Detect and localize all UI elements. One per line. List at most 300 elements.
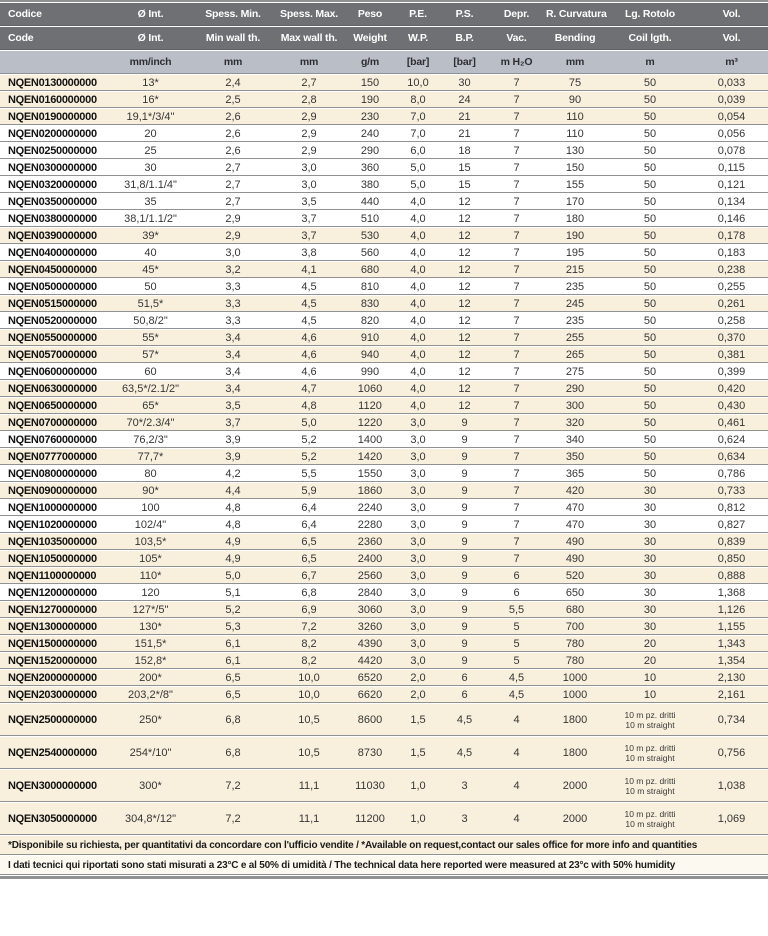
bending-cell: 265 xyxy=(545,347,605,363)
pe-cell: 4,0 xyxy=(395,398,441,414)
smax-cell: 2,9 xyxy=(273,109,345,125)
weight-cell: 230 xyxy=(345,109,395,125)
smin-cell: 4,9 xyxy=(193,534,273,550)
smax-cell: 6,7 xyxy=(273,568,345,584)
weight-cell: 680 xyxy=(345,262,395,278)
vol-cell: 0,261 xyxy=(695,296,768,312)
product-code-cell: NQEN0570000000 xyxy=(0,347,108,363)
table-row xyxy=(0,466,768,482)
dint-cell: 50 xyxy=(108,279,193,295)
table-row xyxy=(0,296,768,312)
ps-cell: 9 xyxy=(441,415,488,431)
coil-length-note-line: 10 m straight xyxy=(625,818,675,829)
col-header-code: Code xyxy=(0,27,108,50)
dint-cell: 63,5*/2.1/2" xyxy=(108,381,193,397)
vol-cell: 0,381 xyxy=(695,347,768,363)
pe-cell: 3,0 xyxy=(395,500,441,516)
product-code-cell: NQEN1050000000 xyxy=(0,551,108,567)
dint-cell: 304,8*/12" xyxy=(108,803,193,835)
col-header-vol-it: Vol. xyxy=(695,3,768,26)
smax-cell: 7,2 xyxy=(273,619,345,635)
weight-cell: 190 xyxy=(345,92,395,108)
weight-cell: 830 xyxy=(345,296,395,312)
bending-cell: 215 xyxy=(545,262,605,278)
ps-cell: 6 xyxy=(441,687,488,703)
bending-cell: 470 xyxy=(545,517,605,533)
product-code-cell: NQEN0700000000 xyxy=(0,415,108,431)
smin-cell: 6,8 xyxy=(193,704,273,736)
ps-cell: 9 xyxy=(441,432,488,448)
col-header-ps: P.S. xyxy=(441,3,488,26)
ps-cell: 21 xyxy=(441,126,488,142)
weight-cell: 4390 xyxy=(345,636,395,652)
ps-cell: 24 xyxy=(441,92,488,108)
pe-cell: 3,0 xyxy=(395,585,441,601)
table-row xyxy=(0,803,768,835)
smin-cell: 4,8 xyxy=(193,517,273,533)
vol-cell: 1,368 xyxy=(695,585,768,601)
dint-cell: 25 xyxy=(108,143,193,159)
bending-cell: 235 xyxy=(545,313,605,329)
weight-cell: 510 xyxy=(345,211,395,227)
dint-cell: 51,5* xyxy=(108,296,193,312)
dint-cell: 35 xyxy=(108,194,193,210)
smax-cell: 3,7 xyxy=(273,211,345,227)
dint-cell: 70*/2.3/4" xyxy=(108,415,193,431)
dint-cell: 20 xyxy=(108,126,193,142)
coil-cell: 50 xyxy=(605,160,695,176)
table-row xyxy=(0,737,768,769)
dint-cell: 77,7* xyxy=(108,449,193,465)
weight-cell: 1060 xyxy=(345,381,395,397)
product-code-cell: NQEN2500000000 xyxy=(0,704,108,736)
product-code-cell: NQEN1035000000 xyxy=(0,534,108,550)
dint-cell: 80 xyxy=(108,466,193,482)
pe-cell: 1,5 xyxy=(395,737,441,769)
depr-cell: 7 xyxy=(488,398,545,414)
unit-vol: m³ xyxy=(695,51,768,74)
product-code-cell: NQEN0190000000 xyxy=(0,109,108,125)
table-row xyxy=(0,602,768,618)
ps-cell: 9 xyxy=(441,653,488,669)
depr-cell: 7 xyxy=(488,143,545,159)
bending-cell: 300 xyxy=(545,398,605,414)
weight-cell: 11030 xyxy=(345,770,395,802)
smax-cell: 6,9 xyxy=(273,602,345,618)
col-header-pe: P.E. xyxy=(395,3,441,26)
dint-cell: 38,1/1.1/2" xyxy=(108,211,193,227)
vol-cell: 0,756 xyxy=(695,737,768,769)
col-header-coil: Coil lgth. xyxy=(605,27,695,50)
depr-cell: 7 xyxy=(488,313,545,329)
table-row xyxy=(0,585,768,601)
smax-cell: 6,5 xyxy=(273,551,345,567)
smax-cell: 4,5 xyxy=(273,279,345,295)
ps-cell: 9 xyxy=(441,517,488,533)
smax-cell: 6,5 xyxy=(273,534,345,550)
unit-spess-max: mm xyxy=(273,51,345,74)
pe-cell: 3,0 xyxy=(395,483,441,499)
dint-cell: 31,8/1.1/4" xyxy=(108,177,193,193)
pe-cell: 8,0 xyxy=(395,92,441,108)
dint-cell: 250* xyxy=(108,704,193,736)
depr-cell: 6 xyxy=(488,585,545,601)
ps-cell: 15 xyxy=(441,160,488,176)
ps-cell: 9 xyxy=(441,619,488,635)
coil-cell xyxy=(605,737,695,769)
smax-cell: 8,2 xyxy=(273,653,345,669)
dint-cell: 40 xyxy=(108,245,193,261)
ps-cell: 12 xyxy=(441,262,488,278)
smax-cell: 5,9 xyxy=(273,483,345,499)
bending-cell: 470 xyxy=(545,500,605,516)
ps-cell: 12 xyxy=(441,296,488,312)
table-footer xyxy=(0,836,768,875)
bending-cell: 110 xyxy=(545,126,605,142)
depr-cell: 7 xyxy=(488,381,545,397)
table-row xyxy=(0,75,768,91)
smin-cell: 3,4 xyxy=(193,381,273,397)
table-row xyxy=(0,670,768,686)
bending-cell: 420 xyxy=(545,483,605,499)
unit-codice xyxy=(0,51,108,74)
unit-pe: [bar] xyxy=(395,51,441,74)
ps-cell: 12 xyxy=(441,194,488,210)
weight-cell: 2560 xyxy=(345,568,395,584)
weight-cell: 1400 xyxy=(345,432,395,448)
coil-cell xyxy=(605,770,695,802)
bending-cell: 170 xyxy=(545,194,605,210)
weight-cell: 990 xyxy=(345,364,395,380)
table-row xyxy=(0,770,768,802)
bending-cell: 155 xyxy=(545,177,605,193)
pe-cell: 4,0 xyxy=(395,245,441,261)
depr-cell: 5 xyxy=(488,619,545,635)
ps-cell: 6 xyxy=(441,670,488,686)
weight-cell: 1120 xyxy=(345,398,395,414)
pe-cell: 10,0 xyxy=(395,75,441,91)
depr-cell: 4 xyxy=(488,704,545,736)
table-row xyxy=(0,568,768,584)
coil-length-note-line: 10 m pz. dritti xyxy=(624,742,676,753)
col-header-diametro: Ø Int. xyxy=(108,3,193,26)
unit-rotolo: m xyxy=(605,51,695,74)
pe-cell: 4,0 xyxy=(395,381,441,397)
smax-cell: 8,2 xyxy=(273,636,345,652)
ps-cell: 12 xyxy=(441,398,488,414)
col-header-codice: Codice xyxy=(0,3,108,26)
vol-cell: 0,786 xyxy=(695,466,768,482)
ps-cell: 21 xyxy=(441,109,488,125)
smax-cell: 5,2 xyxy=(273,449,345,465)
dint-cell: 130* xyxy=(108,619,193,635)
smax-cell: 5,5 xyxy=(273,466,345,482)
vol-cell: 0,733 xyxy=(695,483,768,499)
weight-cell: 290 xyxy=(345,143,395,159)
product-code-cell: NQEN1520000000 xyxy=(0,653,108,669)
smax-cell: 4,6 xyxy=(273,347,345,363)
unit-diametro: mm/inch xyxy=(108,51,193,74)
pe-cell: 1,0 xyxy=(395,770,441,802)
ps-cell: 18 xyxy=(441,143,488,159)
coil-cell: 30 xyxy=(605,517,695,533)
coil-cell: 50 xyxy=(605,347,695,363)
depr-cell: 7 xyxy=(488,347,545,363)
table-row xyxy=(0,347,768,363)
bending-cell: 255 xyxy=(545,330,605,346)
bending-cell: 130 xyxy=(545,143,605,159)
ps-cell: 9 xyxy=(441,551,488,567)
smax-cell: 11,1 xyxy=(273,803,345,835)
bending-cell: 680 xyxy=(545,602,605,618)
pe-cell: 4,0 xyxy=(395,364,441,380)
depr-cell: 7 xyxy=(488,415,545,431)
coil-cell: 50 xyxy=(605,228,695,244)
pe-cell: 4,0 xyxy=(395,228,441,244)
coil-cell: 50 xyxy=(605,466,695,482)
smax-cell: 4,7 xyxy=(273,381,345,397)
product-code-cell: NQEN0160000000 xyxy=(0,92,108,108)
vol-cell: 0,370 xyxy=(695,330,768,346)
weight-cell: 11200 xyxy=(345,803,395,835)
smin-cell: 2,6 xyxy=(193,126,273,142)
dint-cell: 100 xyxy=(108,500,193,516)
footnote-availability xyxy=(0,836,768,855)
product-code-cell: NQEN0777000000 xyxy=(0,449,108,465)
table-row xyxy=(0,228,768,244)
bending-cell: 235 xyxy=(545,279,605,295)
smin-cell: 5,1 xyxy=(193,585,273,601)
vol-cell: 0,812 xyxy=(695,500,768,516)
depr-cell: 7 xyxy=(488,449,545,465)
depr-cell: 7 xyxy=(488,296,545,312)
unit-peso: g/m xyxy=(345,51,395,74)
product-code-cell: NQEN2030000000 xyxy=(0,687,108,703)
vol-cell: 2,161 xyxy=(695,687,768,703)
smin-cell: 2,7 xyxy=(193,177,273,193)
coil-cell: 50 xyxy=(605,211,695,227)
bending-cell: 490 xyxy=(545,534,605,550)
vol-cell: 0,850 xyxy=(695,551,768,567)
coil-cell: 50 xyxy=(605,313,695,329)
ps-cell: 4,5 xyxy=(441,737,488,769)
pe-cell: 4,0 xyxy=(395,313,441,329)
pe-cell: 1,0 xyxy=(395,803,441,835)
header-row-it xyxy=(0,3,768,26)
bending-cell: 110 xyxy=(545,109,605,125)
col-header-vol-en: Vol. xyxy=(695,27,768,50)
depr-cell: 4,5 xyxy=(488,687,545,703)
smin-cell: 3,3 xyxy=(193,313,273,329)
table-row xyxy=(0,636,768,652)
weight-cell: 3060 xyxy=(345,602,395,618)
bending-cell: 245 xyxy=(545,296,605,312)
bending-cell: 150 xyxy=(545,160,605,176)
smax-cell: 4,1 xyxy=(273,262,345,278)
vol-cell: 0,827 xyxy=(695,517,768,533)
col-header-diameter: Ø Int. xyxy=(108,27,193,50)
product-code-cell: NQEN1270000000 xyxy=(0,602,108,618)
coil-cell: 10 xyxy=(605,687,695,703)
coil-cell: 50 xyxy=(605,449,695,465)
smax-cell: 4,5 xyxy=(273,296,345,312)
coil-cell: 50 xyxy=(605,92,695,108)
coil-cell: 50 xyxy=(605,330,695,346)
table-row xyxy=(0,483,768,499)
ps-cell: 9 xyxy=(441,602,488,618)
ps-cell: 9 xyxy=(441,483,488,499)
coil-cell: 50 xyxy=(605,381,695,397)
vol-cell: 1,069 xyxy=(695,803,768,835)
pe-cell: 3,0 xyxy=(395,517,441,533)
dint-cell: 90* xyxy=(108,483,193,499)
table-row xyxy=(0,109,768,125)
pe-cell: 4,0 xyxy=(395,211,441,227)
product-code-cell: NQEN0760000000 xyxy=(0,432,108,448)
weight-cell: 2280 xyxy=(345,517,395,533)
vol-cell: 0,258 xyxy=(695,313,768,329)
coil-length-note-line: 10 m pz. dritti xyxy=(624,709,676,720)
smin-cell: 2,7 xyxy=(193,194,273,210)
weight-cell: 240 xyxy=(345,126,395,142)
depr-cell: 7 xyxy=(488,92,545,108)
weight-cell: 150 xyxy=(345,75,395,91)
smin-cell: 6,1 xyxy=(193,653,273,669)
vol-cell: 0,178 xyxy=(695,228,768,244)
weight-cell: 1420 xyxy=(345,449,395,465)
dint-cell: 76,2/3" xyxy=(108,432,193,448)
bending-cell: 650 xyxy=(545,585,605,601)
ps-cell: 12 xyxy=(441,211,488,227)
bending-cell: 2000 xyxy=(545,803,605,835)
pe-cell: 3,0 xyxy=(395,619,441,635)
unit-curvatura: mm xyxy=(545,51,605,74)
product-code-cell: NQEN0650000000 xyxy=(0,398,108,414)
col-header-min-wall: Min wall th. xyxy=(193,27,273,50)
table-row xyxy=(0,415,768,431)
coil-length-note-line: 10 m straight xyxy=(625,719,675,730)
coil-cell: 50 xyxy=(605,126,695,142)
ps-cell: 9 xyxy=(441,585,488,601)
coil-cell: 50 xyxy=(605,245,695,261)
coil-length-note-line: 10 m pz. dritti xyxy=(624,775,676,786)
weight-cell: 560 xyxy=(345,245,395,261)
vol-cell: 1,354 xyxy=(695,653,768,669)
smax-cell: 3,8 xyxy=(273,245,345,261)
depr-cell: 4 xyxy=(488,770,545,802)
product-code-cell: NQEN2000000000 xyxy=(0,670,108,686)
ps-cell: 4,5 xyxy=(441,704,488,736)
bending-cell: 320 xyxy=(545,415,605,431)
pe-cell: 4,0 xyxy=(395,330,441,346)
bending-cell: 75 xyxy=(545,75,605,91)
product-code-cell: NQEN0600000000 xyxy=(0,364,108,380)
pe-cell: 3,0 xyxy=(395,466,441,482)
table-row xyxy=(0,194,768,210)
ps-cell: 9 xyxy=(441,636,488,652)
table-body xyxy=(0,75,768,835)
ps-cell: 12 xyxy=(441,245,488,261)
coil-cell: 50 xyxy=(605,109,695,125)
coil-cell: 50 xyxy=(605,143,695,159)
product-code-cell: NQEN0900000000 xyxy=(0,483,108,499)
depr-cell: 7 xyxy=(488,500,545,516)
smax-cell: 11,1 xyxy=(273,770,345,802)
weight-cell: 1220 xyxy=(345,415,395,431)
dint-cell: 65* xyxy=(108,398,193,414)
smax-cell: 4,8 xyxy=(273,398,345,414)
weight-cell: 2360 xyxy=(345,534,395,550)
smin-cell: 4,2 xyxy=(193,466,273,482)
dint-cell: 60 xyxy=(108,364,193,380)
smax-cell: 2,8 xyxy=(273,92,345,108)
smin-cell: 3,4 xyxy=(193,347,273,363)
bending-cell: 490 xyxy=(545,551,605,567)
product-code-cell: NQEN0400000000 xyxy=(0,245,108,261)
ps-cell: 12 xyxy=(441,313,488,329)
dint-cell: 110* xyxy=(108,568,193,584)
weight-cell: 820 xyxy=(345,313,395,329)
unit-spess-min: mm xyxy=(193,51,273,74)
weight-cell: 1860 xyxy=(345,483,395,499)
depr-cell: 7 xyxy=(488,279,545,295)
table-row xyxy=(0,517,768,533)
depr-cell: 4,5 xyxy=(488,670,545,686)
coil-cell xyxy=(605,803,695,835)
coil-length-note-line: 10 m straight xyxy=(625,752,675,763)
weight-cell: 3260 xyxy=(345,619,395,635)
depr-cell: 7 xyxy=(488,364,545,380)
weight-cell: 910 xyxy=(345,330,395,346)
pe-cell: 5,0 xyxy=(395,160,441,176)
ps-cell: 12 xyxy=(441,381,488,397)
footnote-availability-text: *Disponibile su richiesta, per quantitativi da concordare con l'ufficio vendite / *Available on request,contact our sales office for more info and quantities xyxy=(0,836,768,855)
vol-cell: 0,461 xyxy=(695,415,768,431)
dint-cell: 30 xyxy=(108,160,193,176)
depr-cell: 7 xyxy=(488,160,545,176)
vol-cell: 0,078 xyxy=(695,143,768,159)
product-code-cell: NQEN0515000000 xyxy=(0,296,108,312)
pe-cell: 7,0 xyxy=(395,126,441,142)
dint-cell: 55* xyxy=(108,330,193,346)
table-row xyxy=(0,687,768,703)
coil-cell: 30 xyxy=(605,585,695,601)
bending-cell: 90 xyxy=(545,92,605,108)
product-code-cell: NQEN0550000000 xyxy=(0,330,108,346)
smin-cell: 3,5 xyxy=(193,398,273,414)
depr-cell: 7 xyxy=(488,194,545,210)
coil-cell: 50 xyxy=(605,432,695,448)
ps-cell: 12 xyxy=(441,279,488,295)
pe-cell: 3,0 xyxy=(395,636,441,652)
product-code-cell: NQEN1200000000 xyxy=(0,585,108,601)
ps-cell: 9 xyxy=(441,466,488,482)
pe-cell: 4,0 xyxy=(395,262,441,278)
product-code-cell: NQEN0300000000 xyxy=(0,160,108,176)
vol-cell: 1,155 xyxy=(695,619,768,635)
smin-cell: 4,8 xyxy=(193,500,273,516)
coil-cell: 50 xyxy=(605,262,695,278)
product-code-cell: NQEN0500000000 xyxy=(0,279,108,295)
vol-cell: 0,054 xyxy=(695,109,768,125)
product-code-cell: NQEN0350000000 xyxy=(0,194,108,210)
header-row-units xyxy=(0,51,768,74)
coil-cell: 50 xyxy=(605,177,695,193)
smin-cell: 7,2 xyxy=(193,803,273,835)
pe-cell: 4,0 xyxy=(395,194,441,210)
smin-cell: 6,5 xyxy=(193,670,273,686)
dint-cell: 200* xyxy=(108,670,193,686)
